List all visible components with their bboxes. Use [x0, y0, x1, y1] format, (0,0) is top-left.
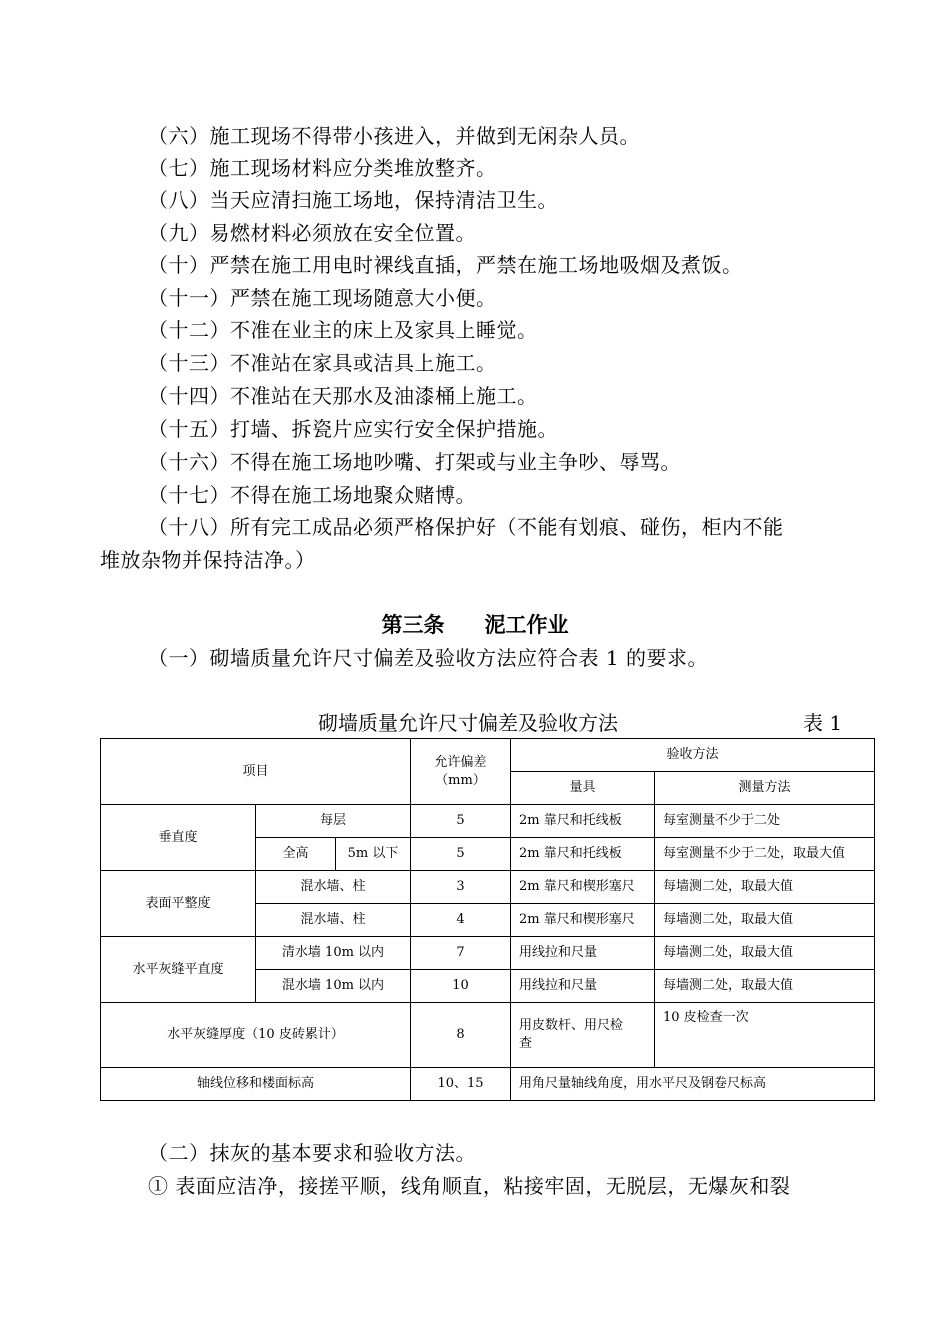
rule-18-line-1: （十八）所有完工成品必须严格保护好（不能有划痕、碰伤，柜内不能 [148, 515, 784, 539]
row-value: 3 [411, 871, 511, 904]
row-label: 混水墙、柱 [256, 904, 411, 937]
row-value: 8 [411, 1003, 511, 1068]
header-tool: 量具 [511, 772, 655, 805]
tolerance-table [100, 738, 875, 1101]
rule-14: （十四）不准站在天那水及油漆桶上施工。 [148, 384, 538, 408]
row-tool: 用皮数杆、用尺检 查 [511, 1003, 655, 1068]
rule-16: （十六）不得在施工场地吵嘴、打架或与业主争吵、辱骂。 [148, 450, 681, 474]
row-label: 全高 [256, 838, 336, 871]
row-tool: 用线拉和尺量 [511, 970, 655, 1003]
row-measure: 每墙测二处，取最大值 [655, 904, 875, 937]
row-label: 清水墙 10m 以内 [256, 937, 411, 970]
section-item-2-1: ① 表面应洁净，接搓平顺，线角顺直，粘接牢固，无脱层，无爆灰和裂 [148, 1174, 791, 1198]
row-measure: 每墙测二处，取最大值 [655, 871, 875, 904]
table-header-row [101, 739, 875, 772]
row-measure: 每室测量不少于二处，取最大值 [655, 838, 875, 871]
header-unit: （mm） [435, 772, 486, 788]
row-tool: 2m 靠尺和托线板 [511, 805, 655, 838]
row-value: 4 [411, 904, 511, 937]
row-value: 5 [411, 838, 511, 871]
rule-8: （八）当天应清扫施工场地，保持清洁卫生。 [148, 188, 558, 212]
row-tool: 2m 靠尺和楔形塞尺 [511, 904, 655, 937]
header-measure: 测量方法 [655, 772, 875, 805]
header-item: 项目 [101, 739, 411, 805]
table-row [101, 937, 875, 970]
rule-18-line-2: 堆放杂物并保持洁净。） [100, 548, 316, 572]
row-group-label: 水平灰缝平直度 [101, 937, 256, 1003]
row-measure: 10 皮检查一次 [655, 1003, 875, 1068]
section-item-1: （一）砌墙质量允许尺寸偏差及验收方法应符合表 1 的要求。 [148, 646, 708, 670]
rule-13: （十三）不准站在家具或洁具上施工。 [148, 351, 497, 375]
header-tolerance: 允许偏差 （mm） [411, 739, 511, 805]
row-group-label: 垂直度 [101, 805, 256, 871]
row-group-label: 表面平整度 [101, 871, 256, 937]
table-caption: 砌墙质量允许尺寸偏差及验收方法 [318, 711, 618, 735]
row-measure: 每墙测二处，取最大值 [655, 970, 875, 1003]
rule-11: （十一）严禁在施工现场随意大小便。 [148, 286, 497, 310]
row-label: 混水墙、柱 [256, 871, 411, 904]
rule-17: （十七）不得在施工场地聚众赌博。 [148, 483, 476, 507]
row-value: 10 [411, 970, 511, 1003]
rule-10: （十）严禁在施工用电时裸线直插，严禁在施工场地吸烟及煮饭。 [148, 253, 743, 277]
section-title: 泥工作业 [484, 612, 569, 637]
row-value: 5 [411, 805, 511, 838]
row-sublabel: 5m 以下 [336, 838, 411, 871]
row-tool: 2m 靠尺和楔形塞尺 [511, 871, 655, 904]
row-measure: 每室测量不少于二处 [655, 805, 875, 838]
table-row [101, 805, 875, 838]
rule-9: （九）易燃材料必须放在安全位置。 [148, 221, 476, 245]
section-number: 第三条 [381, 612, 445, 637]
rule-6: （六）施工现场不得带小孩进入，并做到无闲杂人员。 [148, 124, 640, 148]
row-method: 用角尺量轴线角度，用水平尺及钢卷尺标高 [511, 1068, 875, 1101]
table-number: 表 1 [803, 711, 843, 735]
row-label: 混水墙 10m 以内 [256, 970, 411, 1003]
section-heading [0, 609, 950, 641]
row-label: 轴线位移和楼面标高 [101, 1068, 411, 1101]
row-value: 10、15 [411, 1068, 511, 1101]
table-row [101, 871, 875, 904]
table-row [101, 1068, 875, 1101]
rule-15: （十五）打墙、拆瓷片应实行安全保护措施。 [148, 417, 558, 441]
row-value: 7 [411, 937, 511, 970]
row-label: 每层 [256, 805, 411, 838]
row-measure: 每墙测二处，取最大值 [655, 937, 875, 970]
section-item-2: （二）抹灰的基本要求和验收方法。 [148, 1141, 476, 1165]
rule-12: （十二）不准在业主的床上及家具上睡觉。 [148, 318, 538, 342]
table-row [101, 1003, 875, 1068]
row-tool: 用线拉和尺量 [511, 937, 655, 970]
header-method: 验收方法 [511, 739, 875, 772]
row-label: 水平灰缝厚度（10 皮砖累计） [101, 1003, 411, 1068]
rule-7: （七）施工现场材料应分类堆放整齐。 [148, 156, 497, 180]
row-tool: 2m 靠尺和托线板 [511, 838, 655, 871]
